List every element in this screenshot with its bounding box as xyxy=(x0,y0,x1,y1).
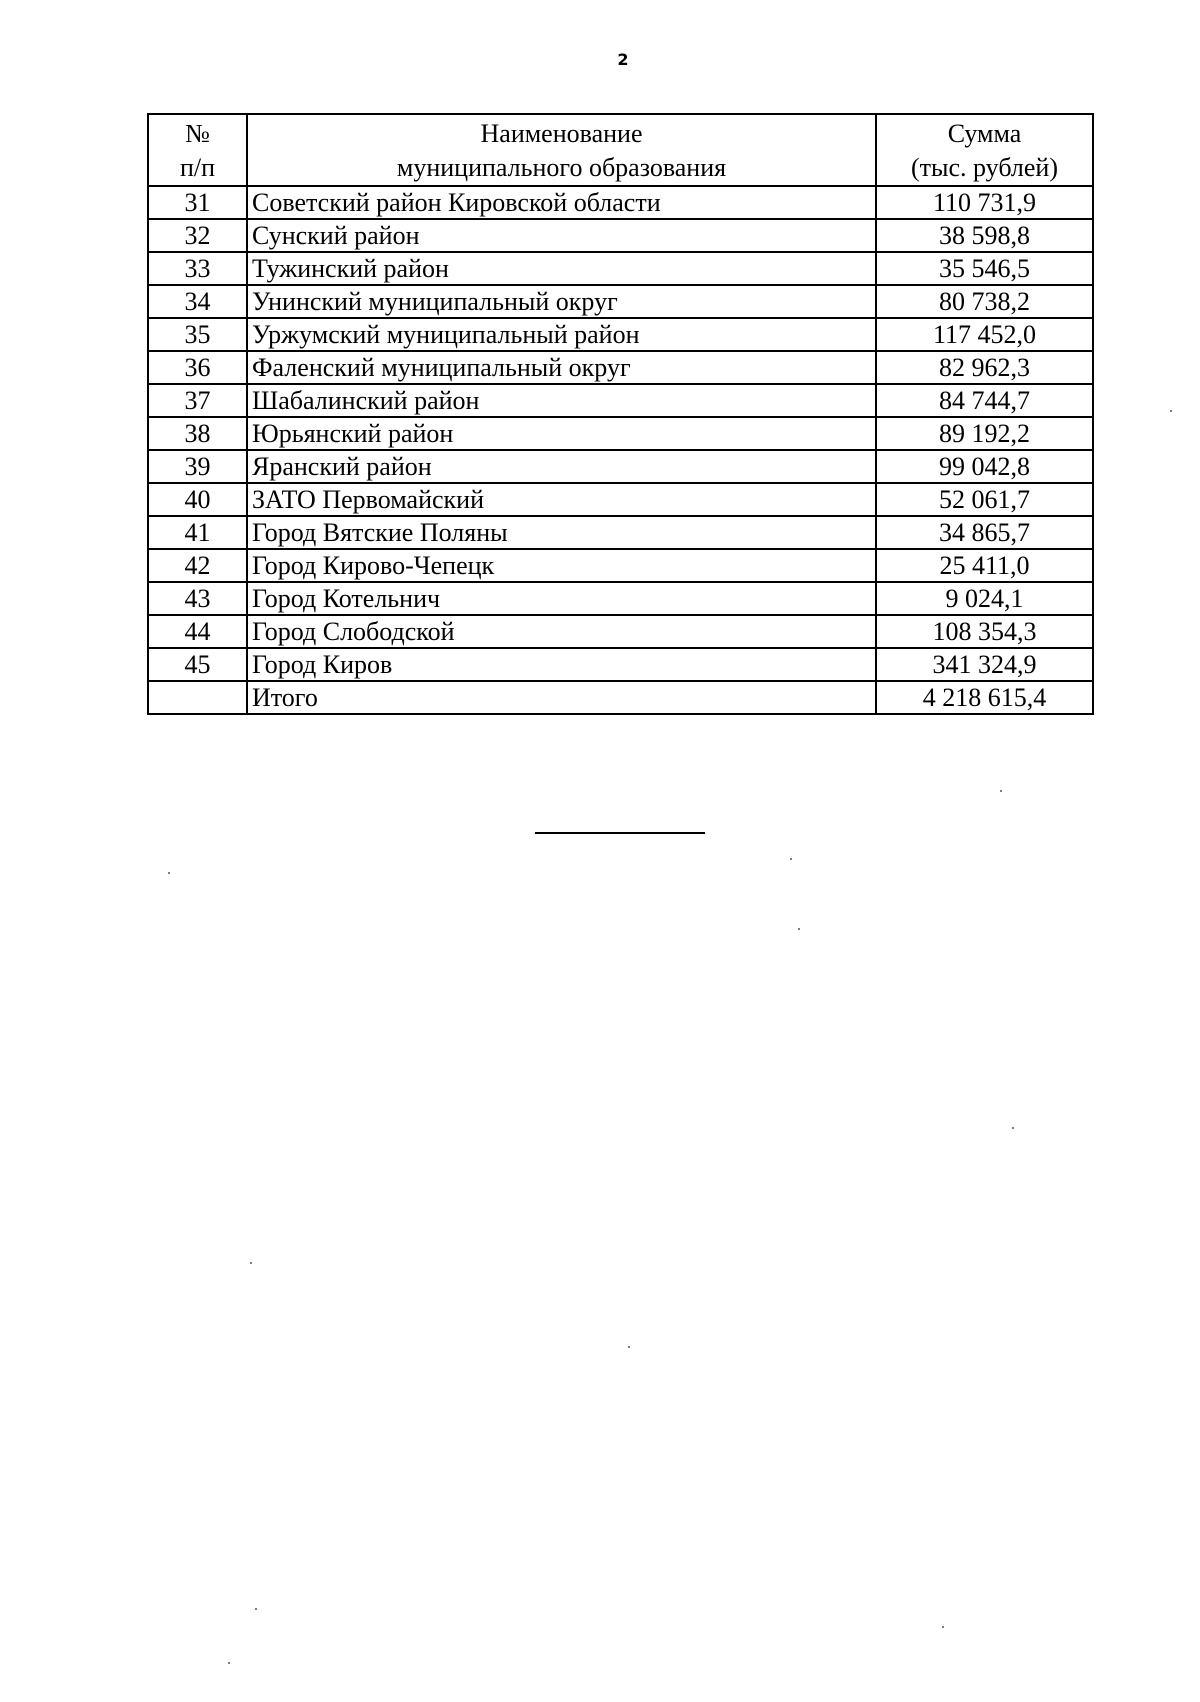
row-number: 37 xyxy=(148,384,247,417)
scan-speck xyxy=(168,872,170,874)
table-body xyxy=(148,186,1093,714)
table-row xyxy=(148,285,1093,318)
row-number: 34 xyxy=(148,285,247,318)
end-of-document-rule xyxy=(535,832,705,834)
row-number: 31 xyxy=(148,186,247,219)
row-name: Юрьянский район xyxy=(247,417,876,450)
table-row xyxy=(148,648,1093,681)
row-name: Город Киров xyxy=(247,648,876,681)
row-number: 45 xyxy=(148,648,247,681)
row-name: Шабалинский район xyxy=(247,384,876,417)
allocation-table xyxy=(147,113,1094,715)
table-row xyxy=(148,483,1093,516)
row-name: Советский район Кировской области xyxy=(247,186,876,219)
row-sum: 52 061,7 xyxy=(876,483,1093,516)
row-number: 36 xyxy=(148,351,247,384)
row-name: ЗАТО Первомайский xyxy=(247,483,876,516)
header-name-line-1: Наименование xyxy=(480,119,643,148)
row-sum: 25 411,0 xyxy=(876,549,1093,582)
table-row xyxy=(148,516,1093,549)
row-name: Город Слободской xyxy=(247,615,876,648)
row-sum: 117 452,0 xyxy=(876,318,1093,351)
row-number: 42 xyxy=(148,549,247,582)
header-number xyxy=(148,114,247,186)
row-name: Сунский район xyxy=(247,219,876,252)
table-row xyxy=(148,219,1093,252)
table-header-row xyxy=(148,114,1093,186)
row-number: 39 xyxy=(148,450,247,483)
scan-speck xyxy=(1170,410,1172,412)
row-sum: 341 324,9 xyxy=(876,648,1093,681)
header-number-line-1: № xyxy=(185,119,210,148)
row-name: Город Кирово-Чепецк xyxy=(247,549,876,582)
row-number: 35 xyxy=(148,318,247,351)
scan-speck xyxy=(790,858,792,860)
header-name xyxy=(247,114,876,186)
header-name-line-2: муниципального образования xyxy=(396,153,727,182)
scan-speck xyxy=(228,1662,230,1664)
header-number-line-2: п/п xyxy=(179,153,216,182)
row-sum: 80 738,2 xyxy=(876,285,1093,318)
row-sum: 110 731,9 xyxy=(876,186,1093,219)
header-sum xyxy=(876,114,1093,186)
row-sum: 34 865,7 xyxy=(876,516,1093,549)
row-number: 40 xyxy=(148,483,247,516)
row-sum: 9 024,1 xyxy=(876,582,1093,615)
row-name: Унинский муниципальный округ xyxy=(247,285,876,318)
row-number: 32 xyxy=(148,219,247,252)
header-sum-line-2: (тыс. рублей) xyxy=(910,153,1058,182)
table-row xyxy=(148,351,1093,384)
row-name: Город Котельнич xyxy=(247,582,876,615)
row-name: Город Вятские Поляны xyxy=(247,516,876,549)
row-number: 41 xyxy=(148,516,247,549)
row-name: Уржумский муниципальный район xyxy=(247,318,876,351)
scan-speck xyxy=(1012,1127,1014,1129)
header-sum-line-1: Сумма xyxy=(947,119,1022,148)
scan-speck xyxy=(798,928,800,930)
table-row xyxy=(148,582,1093,615)
table-row xyxy=(148,615,1093,648)
table-row xyxy=(148,384,1093,417)
row-number: 33 xyxy=(148,252,247,285)
scan-speck xyxy=(255,1608,257,1610)
total-number xyxy=(148,681,247,714)
row-name: Фаленский муниципальный округ xyxy=(247,351,876,384)
table-row xyxy=(148,417,1093,450)
row-sum: 99 042,8 xyxy=(876,450,1093,483)
row-sum: 82 962,3 xyxy=(876,351,1093,384)
row-name: Яранский район xyxy=(247,450,876,483)
total-label: Итого xyxy=(247,681,876,714)
scan-speck xyxy=(250,1262,252,1264)
row-name: Тужинский район xyxy=(247,252,876,285)
total-row xyxy=(148,681,1093,714)
row-number: 43 xyxy=(148,582,247,615)
row-number: 38 xyxy=(148,417,247,450)
scan-speck xyxy=(628,1346,630,1348)
total-sum: 4 218 615,4 xyxy=(876,681,1093,714)
row-sum: 89 192,2 xyxy=(876,417,1093,450)
row-sum: 108 354,3 xyxy=(876,615,1093,648)
table-row xyxy=(148,186,1093,219)
row-number: 44 xyxy=(148,615,247,648)
table-row xyxy=(148,549,1093,582)
page-number: 2 xyxy=(617,50,629,69)
table-row xyxy=(148,450,1093,483)
table-row xyxy=(148,318,1093,351)
scan-speck xyxy=(942,1626,944,1628)
row-sum: 38 598,8 xyxy=(876,219,1093,252)
table-row xyxy=(148,252,1093,285)
row-sum: 84 744,7 xyxy=(876,384,1093,417)
row-sum: 35 546,5 xyxy=(876,252,1093,285)
scan-speck xyxy=(1000,790,1002,792)
